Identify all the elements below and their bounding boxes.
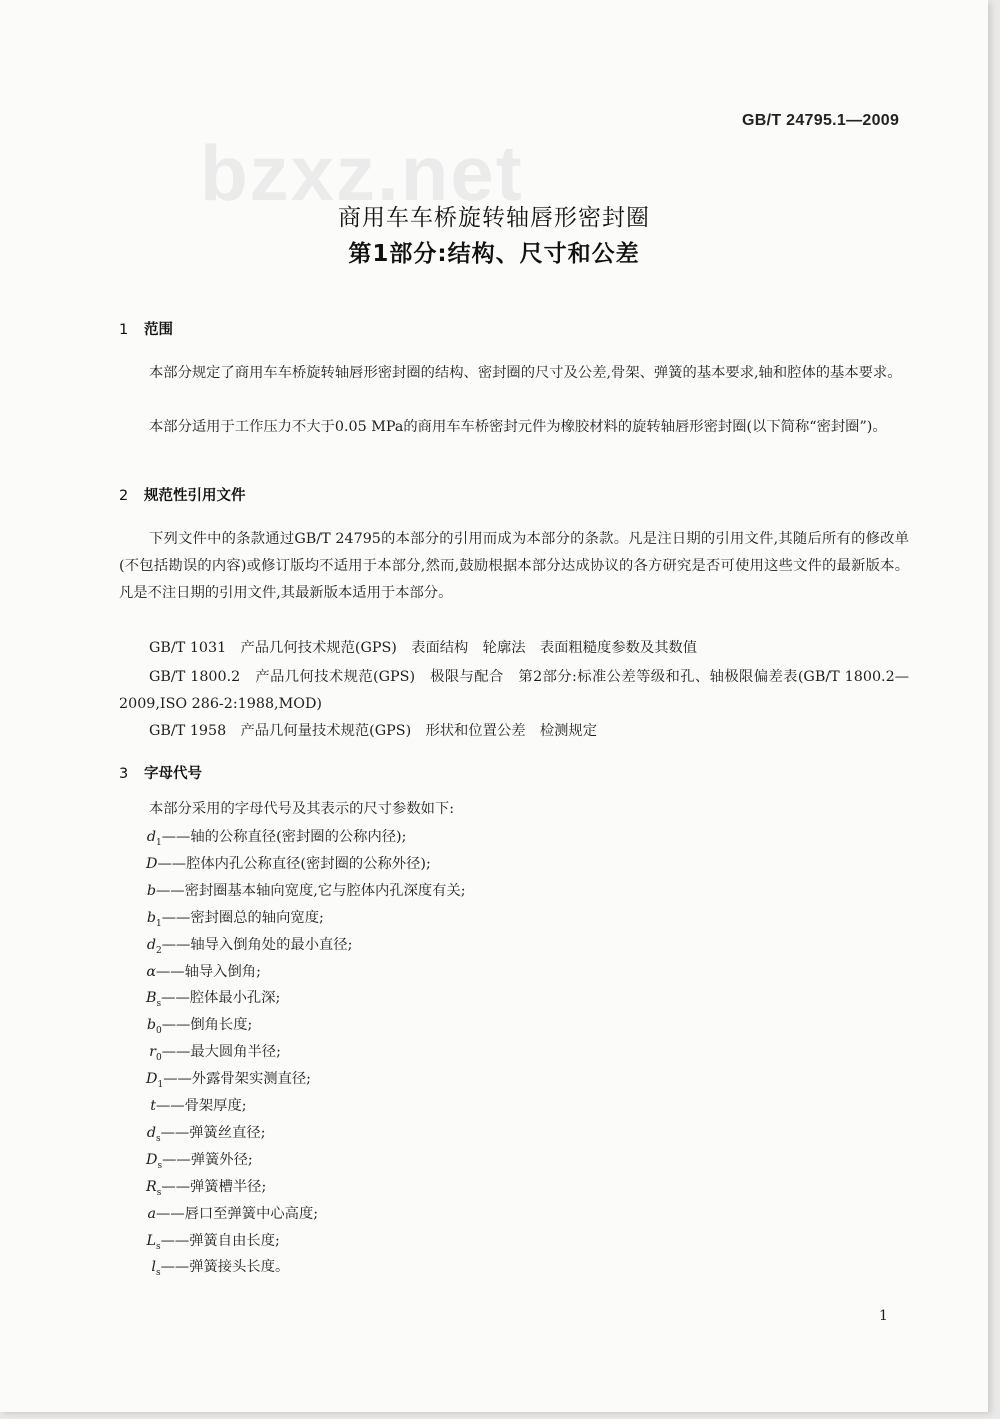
symbol-dash: —— xyxy=(156,1098,185,1114)
symbol-description: 腔体最小孔深; xyxy=(189,990,281,1007)
symbol-description: 弹簧丝直径; xyxy=(189,1124,266,1141)
symbol-subscript: s xyxy=(156,999,162,1010)
symbol-letter: α xyxy=(146,963,156,980)
symbol-subscript: 0 xyxy=(156,1053,162,1064)
symbol-description: 外露骨架实测直径; xyxy=(191,1071,311,1088)
symbol-item xyxy=(146,907,324,929)
document-subtitle: 第1部分:结构、尺寸和公差 xyxy=(348,241,640,267)
section-number: 2 xyxy=(119,488,129,504)
symbol-item xyxy=(146,1256,289,1278)
symbol-description: 弹簧槽半径; xyxy=(189,1178,267,1195)
symbol-item xyxy=(146,934,352,956)
symbol-letter: t xyxy=(150,1098,156,1114)
symbol-letter: b xyxy=(146,909,156,926)
symbol-subscript: 1 xyxy=(156,837,162,848)
symbol-subscript: 0 xyxy=(156,1026,162,1037)
section-heading-symbols xyxy=(119,762,202,783)
symbol-description: 轴的公称直径(密封圈的公称内径); xyxy=(190,829,407,845)
symbol-dash: —— xyxy=(160,1232,190,1249)
symbol-subscript: 1 xyxy=(156,918,162,929)
symbol-letter: L xyxy=(146,1232,156,1249)
symbol-item xyxy=(146,1041,281,1063)
standard-code: GB/T 24795.1—2009 xyxy=(742,112,900,129)
symbol-item xyxy=(146,1068,311,1090)
section-number: 3 xyxy=(119,766,129,782)
symbol-item xyxy=(146,1203,318,1225)
page-number: 1 xyxy=(879,1308,888,1324)
symbol-subscript: 2 xyxy=(156,945,162,956)
symbol-letter: b xyxy=(146,1017,156,1034)
symbol-description: 最大圆角半径; xyxy=(190,1044,281,1061)
symbol-letter: l xyxy=(151,1259,156,1276)
symbol-letter: D xyxy=(146,855,158,872)
symbol-dash: —— xyxy=(157,855,187,872)
symbol-dash: —— xyxy=(161,1178,190,1195)
section-heading-scope xyxy=(119,318,173,339)
symbol-dash: —— xyxy=(156,1205,185,1222)
symbol-letter: r xyxy=(149,1044,156,1061)
symbol-subscript: 1 xyxy=(157,1079,164,1090)
symbol-description: 弹簧接头长度。 xyxy=(189,1259,290,1276)
symbol-item xyxy=(146,1122,266,1144)
symbol-description: 倒角长度; xyxy=(190,1017,253,1034)
symbol-dash: —— xyxy=(163,1071,192,1088)
symbol-dash: —— xyxy=(161,829,191,845)
reference-item: GB/T 1031 产品几何技术规范(GPS) 表面结构 轮廓法 表面粗糙度参数及其数值 xyxy=(149,640,698,656)
symbol-dash: —— xyxy=(160,1259,190,1276)
symbol-item xyxy=(146,987,280,1009)
symbol-item xyxy=(146,1176,266,1198)
symbol-description: 腔体内孔公称直径(密封圈的公称外径); xyxy=(186,855,431,872)
symbol-subscript: s xyxy=(156,1133,161,1144)
reference-item: GB/T 1958 产品几何量技术规范(GPS) 形状和位置公差 检测规定 xyxy=(149,723,598,739)
symbol-description: 密封圈总的轴向宽度; xyxy=(190,909,324,926)
section-heading-normative-references xyxy=(119,484,246,505)
symbol-item xyxy=(146,1230,280,1252)
scope-paragraph-2: 本部分适用于工作压力不大于0.05 MPa的商用车车桥密封元件为橡胶材料的旋转轴唇形密封圈(以下简称“密封圈”)。 xyxy=(149,419,887,435)
symbol-dash: —— xyxy=(156,963,185,980)
symbol-item xyxy=(146,826,406,848)
symbol-description: 弹簧外径; xyxy=(190,1151,253,1168)
symbol-description: 唇口至弹簧中心高度; xyxy=(184,1205,319,1222)
symbol-letter: D xyxy=(146,1151,158,1168)
symbol-subscript: s xyxy=(157,1160,163,1171)
symbol-dash: —— xyxy=(161,1017,191,1034)
references-paragraph: 下列文件中的条款通过GB/T 24795的本部分的引用而成为本部分的条款。凡是注日期的引用文件,其随后所有的修改单(不包括勘误的内容)或修订版均不适用于本部分,然而,鼓励根据本部分达成协议的各方研究是否可使用这些文件的最新版本。凡是不注日期的引用文件,其最新版本适用于本部分。 xyxy=(119,531,909,601)
symbol-description: 轴导入倒角处的最小直径; xyxy=(190,936,353,953)
symbol-description: 密封圈基本轴向宽度,它与腔体内孔深度有关; xyxy=(184,882,466,899)
symbol-dash: —— xyxy=(161,936,191,953)
symbols-intro: 本部分采用的字母代号及其表示的尺寸参数如下: xyxy=(149,801,455,817)
section-title: 字母代号 xyxy=(144,766,202,782)
symbol-dash: —— xyxy=(161,990,190,1007)
symbol-letter: d xyxy=(146,1124,156,1141)
symbol-letter: b xyxy=(146,882,156,899)
symbol-item xyxy=(146,880,466,902)
symbol-dash: —— xyxy=(161,1044,191,1061)
document-title: 商用车车桥旋转轴唇形密封圈 xyxy=(338,205,650,231)
scope-paragraph-1: 本部分规定了商用车车桥旋转轴唇形密封圈的结构、密封圈的尺寸及公差,骨架、弹簧的基本要求,轴和腔体的基本要求。 xyxy=(149,365,902,381)
symbol-dash: —— xyxy=(160,1124,190,1141)
symbol-description: 骨架厚度; xyxy=(184,1098,247,1114)
symbol-dash: —— xyxy=(156,882,185,899)
section-title: 范围 xyxy=(144,322,173,338)
symbol-item xyxy=(146,1149,253,1171)
symbol-letter: d xyxy=(146,829,156,845)
symbol-subscript: s xyxy=(156,1187,162,1198)
symbol-subscript: s xyxy=(156,1241,161,1252)
symbol-item xyxy=(146,1014,252,1036)
reference-item: GB/T 1800.2 产品几何技术规范(GPS) 极限与配合 第2部分:标准公差等级和孔、轴极限偏差表(GB/T 1800.2—2009,ISO 286-2:1988,MOD) xyxy=(119,669,909,712)
symbol-subscript: s xyxy=(156,1268,161,1279)
symbol-dash: —— xyxy=(161,909,191,926)
symbol-letter: a xyxy=(147,1205,156,1222)
watermark: bzxz.net xyxy=(200,129,524,217)
section-number: 1 xyxy=(119,322,129,338)
symbol-item xyxy=(146,1095,247,1117)
symbol-item xyxy=(146,961,261,983)
symbol-letter: B xyxy=(146,990,157,1007)
symbol-item xyxy=(146,853,431,875)
section-title: 规范性引用文件 xyxy=(144,488,246,504)
symbol-letter: R xyxy=(146,1178,157,1195)
symbol-description: 轴导入倒角; xyxy=(184,963,261,980)
symbol-letter: D xyxy=(146,1071,158,1088)
symbol-dash: —— xyxy=(162,1151,191,1168)
symbol-letter: d xyxy=(146,936,156,953)
symbol-description: 弹簧自由长度; xyxy=(189,1232,280,1249)
